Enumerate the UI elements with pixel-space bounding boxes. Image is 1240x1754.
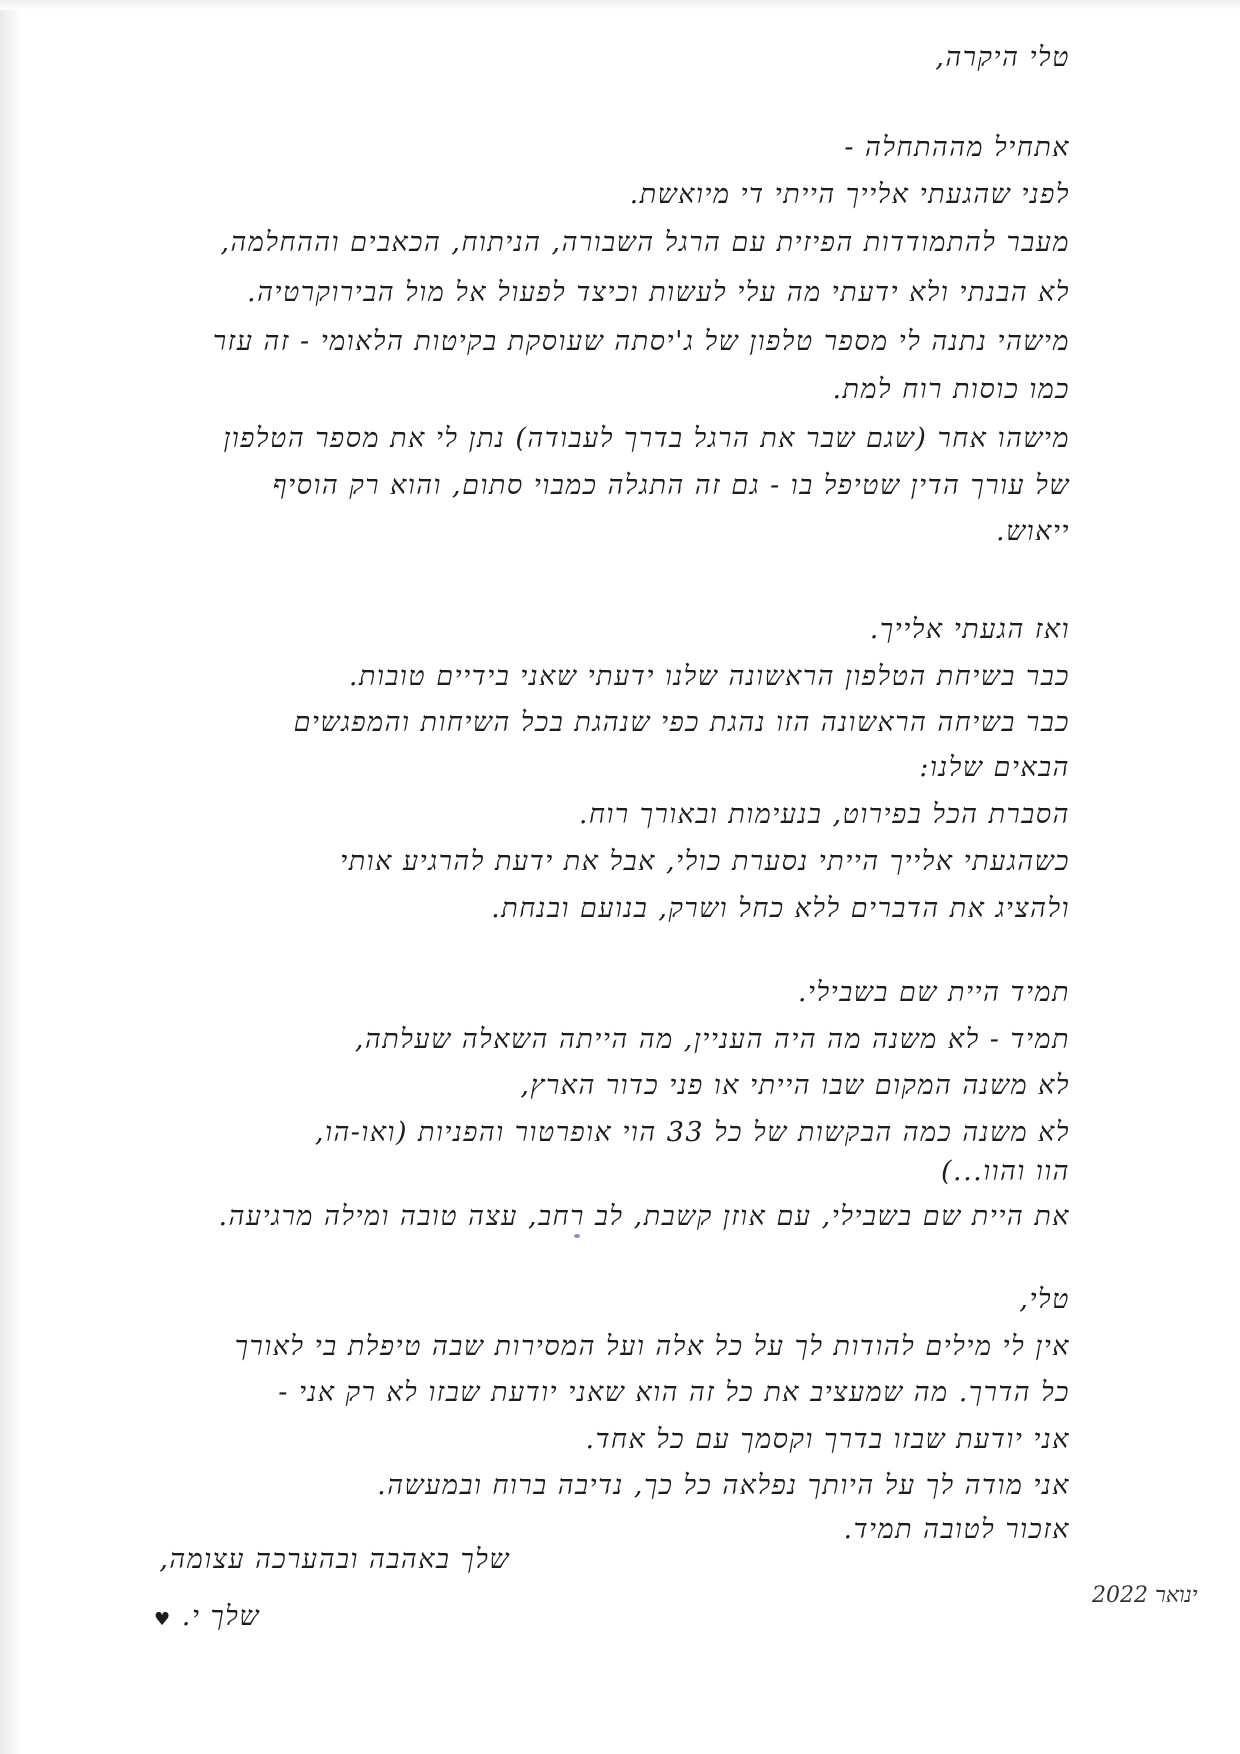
letter-line: ואז הגעתי אלייך. [869, 614, 1070, 645]
letter-line: הוו והוו...) [940, 1156, 1070, 1187]
closing: שלך באהבה ובהערכה עצומה, [159, 1544, 510, 1575]
signature [154, 1597, 260, 1637]
letter-line: כבר בשיחת הטלפון הראשונה שלנו ידעתי שאני בידיים טובות. [348, 661, 1070, 692]
letter-line: לא משנה כמה הבקשות של כל 33 הוי אופרטור והפניות (ואו-הו, [314, 1117, 1070, 1148]
stray-ink-mark [574, 1234, 580, 1238]
letter-line: מישהו אחר (שגם שבר את הרגל בדרך לעבודה) נתן לי את מספר הטלפון [223, 423, 1070, 454]
heart-icon: ♥ [154, 1609, 172, 1630]
signature-text: שלך י. [181, 1601, 260, 1632]
scan-shadow-top [0, 0, 1240, 10]
letter-line: כל הדרך. מה שמעציב את כל זה הוא שאני יודעת שבזו לא רק אני - [278, 1377, 1070, 1408]
letter-line: טלי, [1019, 1284, 1070, 1315]
letter-line: תמיד היית שם בשבילי. [797, 977, 1070, 1008]
letter-line: כשהגעתי אלייך הייתי נסערת כולי, אבל את ידעת להרגיע אותי [340, 846, 1070, 877]
letter-line: לפני שהגעתי אלייך הייתי די מיואשת. [629, 179, 1070, 210]
letter-line: לא הבנתי ולא ידעתי מה עלי לעשות וכיצד לפעול אל מול הבירוקרטיה. [246, 277, 1070, 308]
letter-line: מעבר להתמודדות הפיזית עם הרגל השבורה, הניתוח, הכאבים וההחלמה, [220, 227, 1070, 258]
letter-line: אזכור לטובה תמיד. [843, 1514, 1070, 1545]
letter-line: ייאוש. [996, 516, 1070, 547]
letter-line: אין לי מילים להודות לך על כל אלה ועל המסירות שבה טיפלת בי לאורך [234, 1331, 1070, 1362]
letter-line: אתחיל מההתחלה - [844, 132, 1070, 163]
letter-line: אני יודעת שבזו בדרך וקסמך עם כל אחד. [585, 1424, 1070, 1455]
letter-line: של עורך הדין שטיפל בו - גם זה התגלה כמבוי סתום, והוא רק הוסיף [272, 470, 1070, 501]
letter-line: כמו כוסות רוח למת. [832, 374, 1070, 405]
letter-line: ולהציג את הדברים ללא כחל ושרק, בנועם ובנחת. [491, 893, 1070, 924]
letter-line: כבר בשיחה הראשונה הזו נהגת כפי שנהגת בכל השיחות והמפגשים [293, 707, 1070, 738]
letter-line: הסברת הכל בפירוט, בנעימות ובאורך רוח. [578, 799, 1070, 830]
greeting: טלי היקרה, [935, 42, 1070, 73]
letter-line: לא משנה המקום שבו הייתי או פני כדור הארץ, [520, 1070, 1070, 1101]
letter-line: את היית שם בשבילי, עם אוזן קשבת, לב רחב, עצה טובה ומילה מרגיעה. [218, 1201, 1070, 1232]
letter-line: אני מודה לך על היותך נפלאה כל כך, נדיבה ברוח ובמעשה. [377, 1470, 1070, 1501]
letter-line: הבאים שלנו: [919, 752, 1070, 783]
date-stamp: ינואר 2022 [1092, 1583, 1198, 1608]
letter-line: תמיד - לא משנה מה היה העניין, מה הייתה השאלה שעלתה, [354, 1024, 1070, 1055]
scan-shadow-edge [0, 0, 22, 1754]
letter-line: מישהי נתנה לי מספר טלפון של ג'יסתה שעוסקת בקיטות הלאומי - זה עזר [212, 326, 1070, 357]
